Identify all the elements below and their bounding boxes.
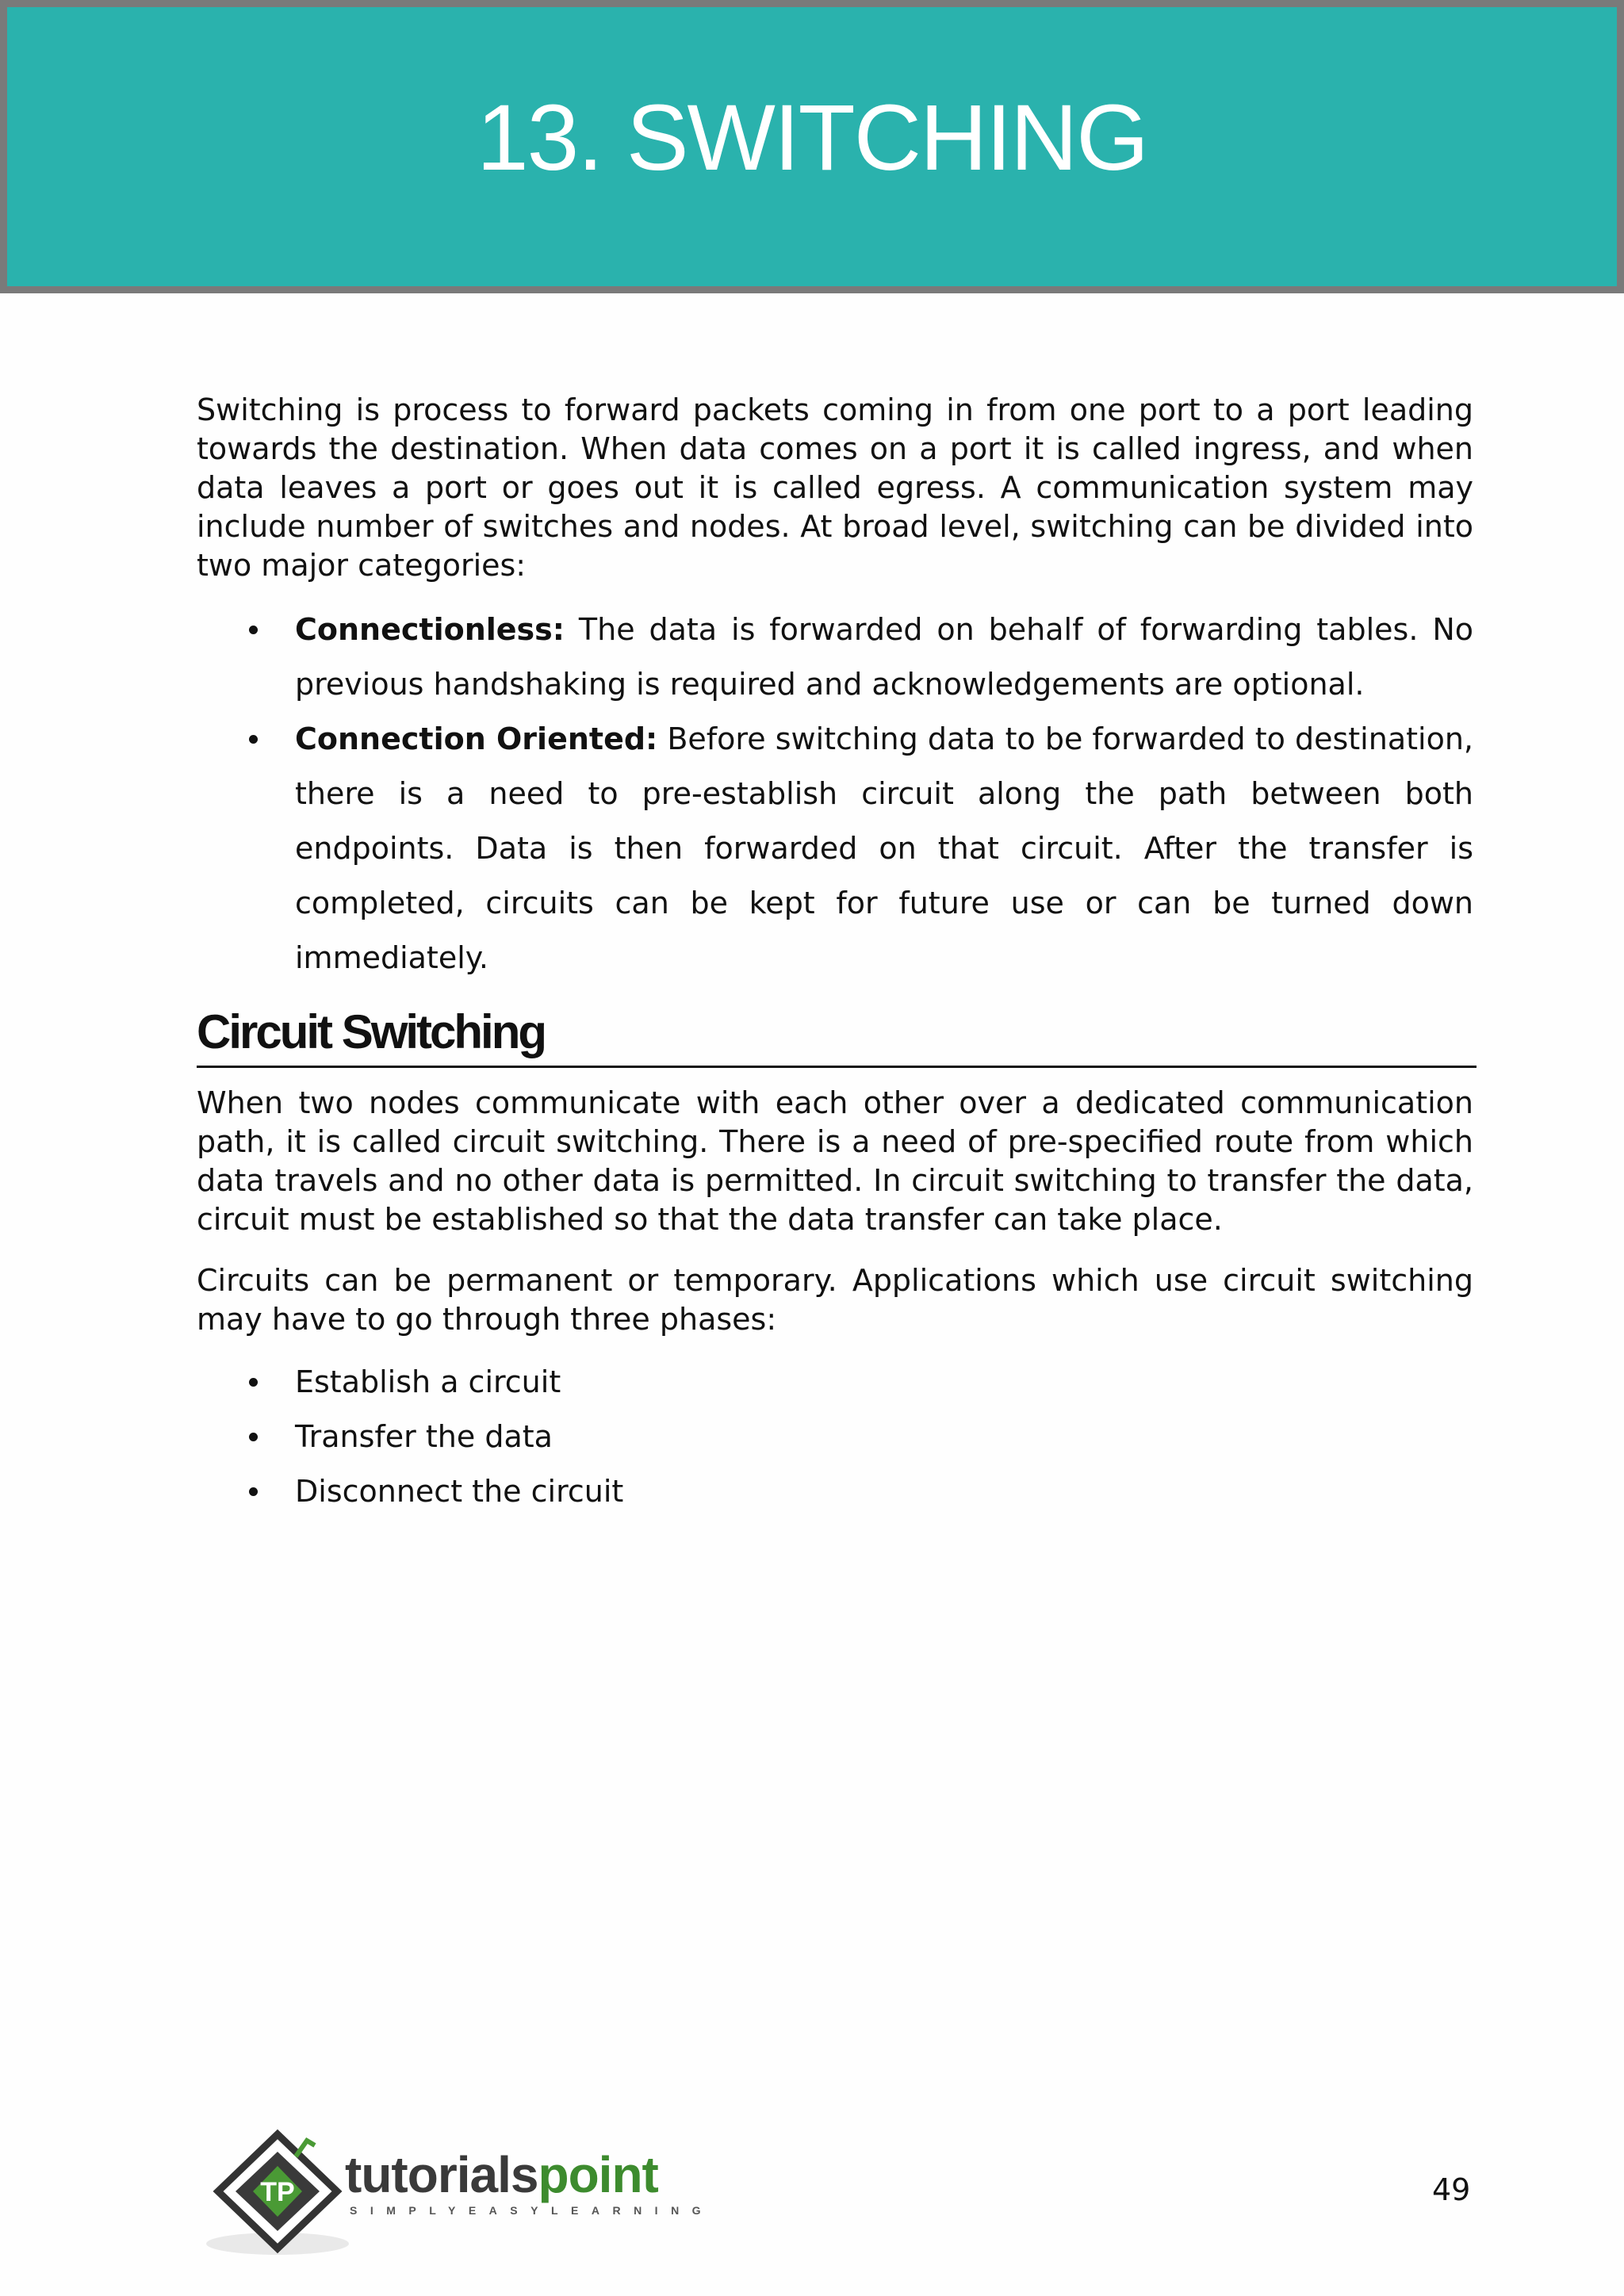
circuit-switching-section [197, 1084, 1473, 1519]
logo-wordmark [345, 2147, 658, 2202]
term-connectionless: Connectionless: [295, 612, 565, 647]
list-item-connection-oriented [197, 712, 1473, 985]
circuit-paragraph-1: When two nodes communicate with each other over a dedicated communication path, it is called circuit switching. There is a need of pre-specified route from which data travels and no other data is permitted. In circuit switching to transfer the data, circuit must be established so that the data transfer can take place. [197, 1085, 1473, 1237]
intro-section [197, 391, 1473, 585]
circuit-paragraph-2: Circuits can be permanent or temporary. Applications which use circuit switching may have to go through three phases: [197, 1263, 1473, 1337]
chapter-banner [0, 0, 1624, 293]
term-connection-oriented: Connection Oriented: [295, 721, 658, 756]
list-item-phase: Disconnect the circuit [197, 1464, 1473, 1519]
logo-word-point: point [538, 2146, 658, 2203]
list-item-connectionless [197, 603, 1473, 712]
switching-types [197, 603, 1473, 985]
chapter-title: 13. SWITCHING [477, 86, 1147, 190]
definition-connectionless: The data is forwarded on behalf of forwarding tables. No previous handshaking is required and acknowledgements are optional. [295, 612, 1473, 702]
definition-connection-oriented: Before switching data to be forwarded to destination, there is a need to pre-establish circuit along the path between both endpoints. Data is then forwarded on that circuit. After the transfer is completed, circuits can be kept for future use or can be turned down immediately. [295, 721, 1473, 975]
logo-word-tutorials: tutorials [345, 2146, 538, 2203]
logo-mark-letters: TP [260, 2177, 295, 2207]
intro-paragraph: Switching is process to forward packets coming in from one port to a port leading towards the destination. When data comes on a port it is called ingress, and when data leaves a port or goes out it is called egress. A communication system may include number of switches and nodes. At broad level, switching can be divided into two major categories: [197, 392, 1473, 583]
tutorialspoint-logo [202, 2125, 726, 2260]
section-heading-circuit-switching: Circuit Switching [197, 1001, 1477, 1068]
switching-types-list [197, 603, 1473, 985]
phases-list [197, 1355, 1473, 1519]
logo-tagline: SIMPLYEASYLEARNING [350, 2204, 714, 2217]
page-number: 49 [1432, 2172, 1471, 2207]
list-item-phase: Transfer the data [197, 1410, 1473, 1464]
list-item-phase: Establish a circuit [197, 1355, 1473, 1410]
logo-diamond-icon [202, 2125, 361, 2260]
